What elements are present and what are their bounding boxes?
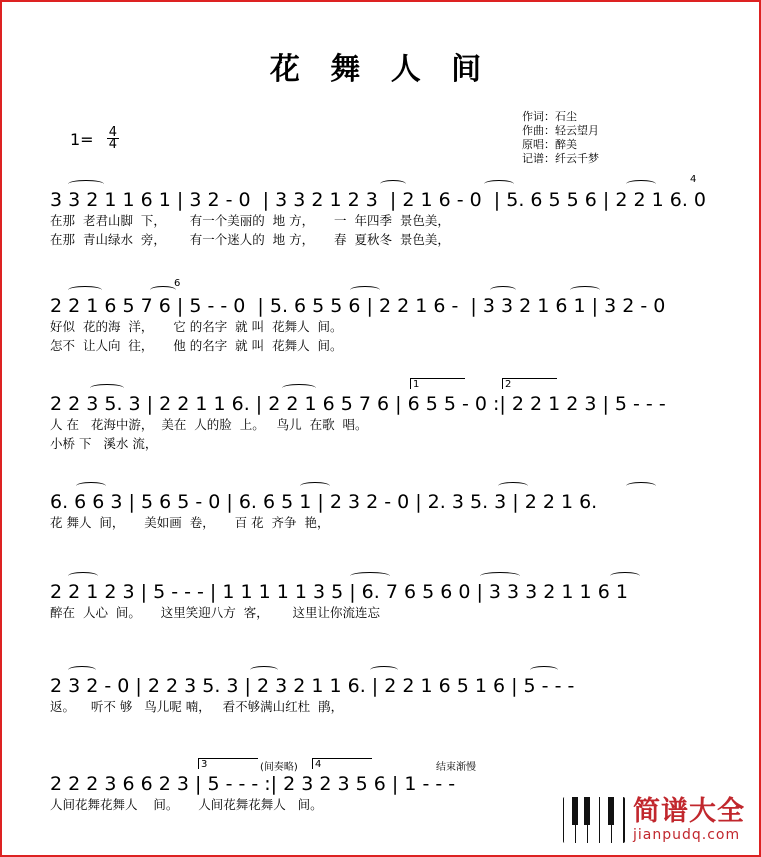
music-system-4 [50, 480, 718, 532]
slur [626, 180, 656, 188]
page-title: 花 舞 人 间 [269, 52, 492, 87]
meter-numerator: 4 [108, 125, 117, 140]
slur [370, 666, 398, 674]
slur [300, 482, 330, 490]
slur [570, 286, 600, 294]
lyric-line-1: 人 在 花海中游， 美在 人的脸 上。 鸟儿 在歌 唱。 [50, 417, 368, 432]
slur [76, 482, 106, 490]
meter-denominator: 4 [108, 137, 117, 152]
logo-url: jianpudq.com [633, 827, 741, 843]
slur-row [50, 480, 718, 490]
ending-bracket-row [50, 378, 718, 392]
slur-row [50, 174, 718, 188]
slur-row [50, 664, 718, 674]
notation-line: 2 3 2 - 0 | 2 2 3 5. 3 | 2 3 2 1 1 6. | 2 2 1 6 5 1 6 | 5 - - - [50, 675, 575, 697]
music-system-5 [50, 570, 718, 622]
lyric-line-1: 在那 老君山脚 下， 有一个美丽的 地 方， 一 年四季 景色美， [50, 213, 450, 228]
slur [68, 572, 98, 580]
music-system-6 [50, 664, 718, 716]
slur [282, 384, 316, 392]
time-signature [107, 127, 119, 150]
slur [490, 286, 516, 294]
music-system-3 [50, 378, 718, 453]
notation-line: 2 2 3 5. 3 | 2 2 1 1 6. | 2 2 1 6 5 7 6 | 6 5 5 - 0 :| 2 2 1 2 3 | 5 - - - [50, 393, 666, 415]
notation-line: 6. 6 6 3 | 5 6 5 - 0 | 6. 6 5 1 | 2 3 2 - 0 | 2. 3 5. 3 | 2 2 1 6. [50, 491, 598, 513]
annotation-ritardando: 结束渐慢 [436, 762, 476, 773]
annotation-interlude: (间奏略) [260, 762, 298, 773]
lyric-line-1: 花 舞人 间， 美如画 卷， 百 花 齐争 艳， [50, 515, 330, 530]
piano-keys-icon [563, 797, 625, 843]
lyric-line-1: 好似 花的海 洋， 它 的名字 就 叫 花舞人 间。 [50, 319, 343, 334]
logo-title-cn: 简谱大全 [633, 796, 745, 827]
credit-original-singer: 原唱：醉美 [522, 138, 577, 151]
lyric-line-2: 在那 青山绿水 旁， 有一个迷人的 地 方， 春 夏秋冬 景色美， [50, 232, 450, 247]
slur [350, 286, 380, 294]
lyric-line-1: 醉在 人心 间。 这里笑迎八方 客， 这里让你流连忘 [50, 605, 381, 620]
fingering-mark: 4 [690, 174, 697, 185]
ending-bracket-3: 3 [198, 758, 258, 769]
lyric-line-2: 小桥 下 溪水 流， [50, 436, 158, 451]
notation-line: 2 2 1 2 3 | 5 - - - | 1 1 1 1 1 3 5 | 6. 7 6 5 6 0 | 3 3 3 2 1 1 6 1 [50, 581, 628, 603]
music-system-2 [50, 278, 718, 355]
ending-bracket-1: 1 [410, 378, 465, 389]
ending-bracket-2: 2 [502, 378, 557, 389]
slur [380, 180, 406, 188]
key-signature [70, 125, 119, 152]
logo-text [633, 798, 745, 842]
slur [480, 572, 520, 580]
slur [626, 482, 656, 490]
lyric-line-1: 返。 听不 够 鸟儿呢 喃， 看不够满山红杜 鹃， [50, 699, 344, 714]
ending-bracket-row [50, 758, 718, 772]
site-logo [563, 797, 745, 843]
slur-row [50, 278, 718, 294]
credit-lyricist: 作词：石尘 [522, 110, 577, 123]
slur [68, 286, 102, 294]
key-label: 1= [70, 130, 94, 149]
credit-transcriber: 记谱：纤云千梦 [522, 152, 599, 165]
slur [484, 180, 514, 188]
ending-bracket-4: 4 [312, 758, 372, 769]
slur [90, 384, 124, 392]
slur [530, 666, 558, 674]
slur-row [50, 570, 718, 580]
notation-line: 2 2 1 6 5 7 6 | 5 - - 0 | 5. 6 5 5 6 | 2 2 1 6 - | 3 3 2 1 6 1 | 3 2 - 0 [50, 295, 666, 317]
slur [150, 286, 176, 294]
fingering-mark: 6 [174, 278, 181, 289]
notation-line: 3 3 2 1 1 6 1 | 3 2 - 0 | 3 3 2 1 2 3 | 2 1 6 - 0 | 5. 6 5 5 6 | 2 2 1 6. 0 [50, 189, 706, 211]
slur [68, 180, 104, 188]
credit-composer: 作曲：轻云望月 [522, 124, 599, 137]
slur [350, 572, 390, 580]
slur [498, 482, 528, 490]
lyric-line-2: 怎不 让人向 往， 他 的名字 就 叫 花舞人 间。 [50, 338, 343, 353]
music-system-1 [50, 174, 718, 249]
credits-block [522, 110, 599, 166]
slur [250, 666, 278, 674]
notation-line: 2 2 2 3 6 6 2 3 | 5 - - - :| 2 3 2 3 5 6 | 1 - - - [50, 773, 456, 795]
slur [68, 666, 96, 674]
slur [610, 572, 640, 580]
lyric-line-1: 人间花舞花舞人 间。 人间花舞花舞人 间。 [50, 797, 323, 812]
